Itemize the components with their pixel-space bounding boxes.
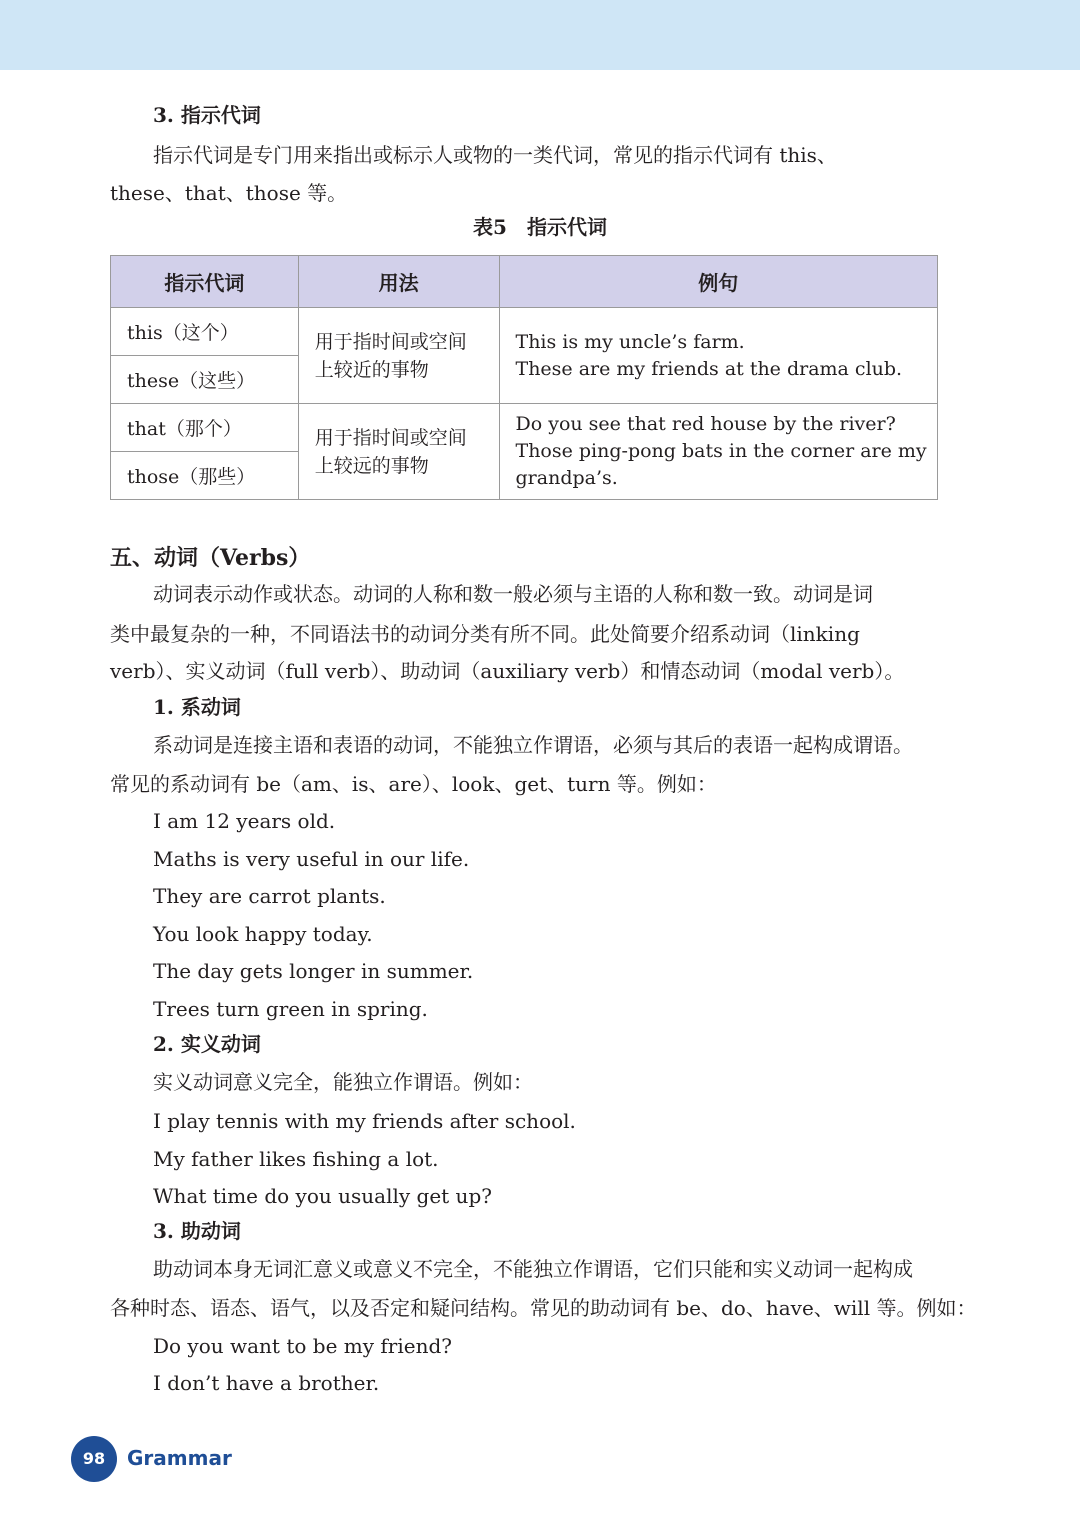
example-sentence: You look happy today. <box>153 922 373 946</box>
example-sentence: What time do you usually get up? <box>153 1184 492 1208</box>
usage-line: 用于指时间或空间 <box>314 330 467 353</box>
section-heading-demonstratives: 3. 指示代词 <box>153 103 261 127</box>
paragraph-line: 各种时态、语态、语气，以及否定和疑问结构。常见的助动词有 be、do、have、will 等。例如： <box>110 1296 977 1320</box>
example-line: Do you see that red house by the river? <box>515 413 896 435</box>
column-header: 用法 <box>298 256 499 308</box>
example-line: grandpa’s. <box>515 467 618 489</box>
table-row <box>111 404 938 452</box>
usage-cell <box>298 308 499 404</box>
paragraph-line: 助动词本身无词汇意义或意义不完全，不能独立作谓语，它们只能和实义动词一起构成 <box>153 1257 913 1281</box>
paragraph-line: 动词表示动作或状态。动词的人称和数一般必须与主语的人称和数一致。动词是词 <box>153 582 873 606</box>
top-color-band <box>0 0 1080 70</box>
page-number-badge: 98 <box>71 1436 117 1482</box>
paragraph-line: 常见的系动词有 be（am、is、are）、look、get、turn 等。例如： <box>110 772 717 796</box>
example-sentence: The day gets longer in summer. <box>153 959 474 983</box>
subheading-auxiliary-verbs: 3. 助动词 <box>153 1219 241 1243</box>
demonstratives-table <box>110 255 938 500</box>
paragraph-line: 实义动词意义完全，能独立作谓语。例如： <box>153 1070 533 1094</box>
column-header: 例句 <box>499 256 937 308</box>
paragraph-line: 系动词是连接主语和表语的动词，不能独立作谓语，必须与其后的表语一起构成谓语。 <box>153 733 913 757</box>
usage-cell <box>298 404 499 500</box>
paragraph-line: verb）、实义动词（full verb）、助动词（auxiliary verb）和情态动词（modal verb）。 <box>110 659 905 683</box>
example-line: These are my friends at the drama club. <box>515 357 903 380</box>
section-heading-verbs: 五、动词（Verbs） <box>110 545 311 571</box>
paragraph-line: 类中最复杂的一种，不同语法书的动词分类有所不同。此处简要介绍系动词（linking <box>110 622 860 646</box>
example-sentence: Trees turn green in spring. <box>153 997 428 1021</box>
table-header-row <box>111 256 938 308</box>
usage-line: 上较远的事物 <box>314 454 429 477</box>
example-sentence: I don’t have a brother. <box>153 1371 380 1395</box>
table-caption: 表5 指示代词 <box>473 215 607 239</box>
column-header: 指示代词 <box>111 256 299 308</box>
subheading-linking-verbs: 1. 系动词 <box>153 695 241 719</box>
example-cell <box>499 308 937 404</box>
subheading-full-verbs: 2. 实义动词 <box>153 1032 261 1056</box>
example-cell <box>499 404 937 500</box>
pronoun-cell: this（这个） <box>111 308 299 356</box>
example-line: This is my uncle’s farm. <box>515 330 745 353</box>
example-sentence: They are carrot plants. <box>153 884 386 908</box>
pronoun-cell: these（这些） <box>111 356 299 404</box>
paragraph-line: 指示代词是专门用来指出或标示人或物的一类代词，常见的指示代词有 this、 <box>153 143 837 167</box>
example-sentence: Maths is very useful in our life. <box>153 847 470 871</box>
example-sentence: I am 12 years old. <box>153 809 336 833</box>
example-sentence: My father likes fishing a lot. <box>153 1147 439 1171</box>
footer-section-label: Grammar <box>127 1446 232 1470</box>
pronoun-cell: that（那个） <box>111 404 299 452</box>
usage-line: 用于指时间或空间 <box>314 426 467 449</box>
example-sentence: I play tennis with my friends after school. <box>153 1109 576 1133</box>
table-row <box>111 308 938 356</box>
paragraph-line: these、that、those 等。 <box>110 181 348 205</box>
usage-line: 上较近的事物 <box>314 358 429 381</box>
example-line: Those ping-pong bats in the corner are my <box>515 440 927 462</box>
example-sentence: Do you want to be my friend? <box>153 1334 452 1358</box>
pronoun-cell: those（那些） <box>111 452 299 500</box>
